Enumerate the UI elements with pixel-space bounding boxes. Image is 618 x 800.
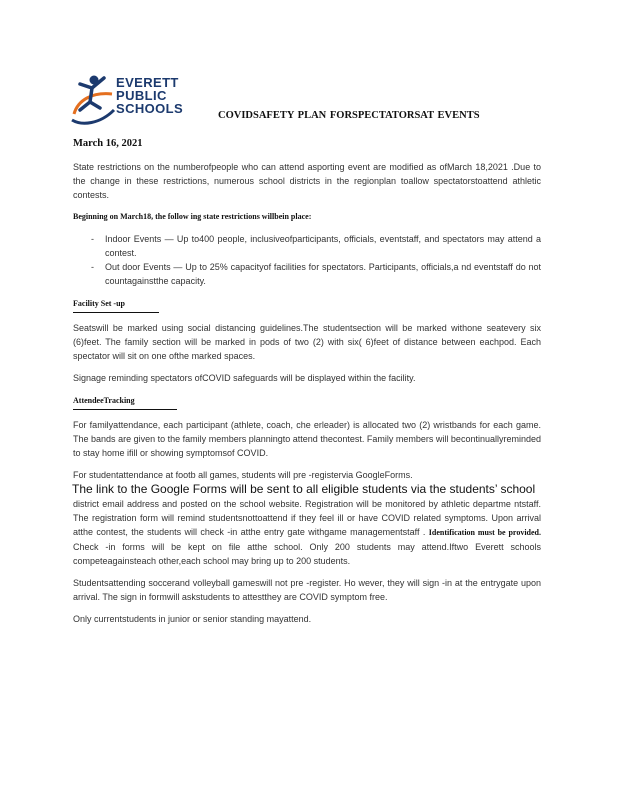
registration-details: district email address and posted on the school website. Registration will be monitored by athletic departme ntstaff. The registration form will remind studentsnottoattend if they feel ill or have COVID related symptoms. Upon arrival atthe contest, the students will check -in atthe entry gate withgame managementstaff . — [73, 499, 541, 537]
document-date: March 16, 2021 — [73, 138, 143, 149]
google-forms-link-sentence: The link to the Google Forms will be sent to all eligible students via the students’ school — [72, 482, 536, 496]
facility-heading: Facility Set -up — [73, 297, 159, 313]
identification-notice: Identification must be provided. — [428, 528, 541, 537]
document-body — [73, 160, 541, 634]
attendee-paragraph-family: For familyattendance, each participant (athlete, coach, che erleader) is allocated two (2) wristbands for each game. The bands are given to the family members planningto attend thecontest. Family members will becontinuallyreminded to stay home ifill or showing symptomsof COVID. — [73, 420, 541, 458]
student-registration-intro: For studentattendance at footb all games, students will pre -registervia GoogleForms. — [73, 470, 413, 480]
facility-paragraph-signage: Signage reminding spectators ofCOVID safeguards will be displayed within the facility. — [73, 373, 416, 383]
outdoor-events-item: Out door Events — Up to 25% capacityof facilities for spectators. Participants, officials,a nd eventstaff do not countagainstthe capacity. — [105, 262, 541, 286]
logo-line-public: PUBLIC — [116, 88, 167, 103]
bullet-dash: - — [91, 262, 94, 272]
bullet-dash: - — [91, 234, 94, 244]
attendee-paragraph-soccer-volleyball: Studentsattending soccerand volleyball gameswill not pre -register. Ho wever, they will sign -in at the entrygate upon arrival. The sign in formwill askstudents to attestthey are COVID symptom free. — [73, 578, 541, 602]
intro-paragraph: State restrictions on the numberofpeople who can attend asporting event are modified as ofMarch 18,2021 .Due to the change in these restrictions, numerous school districts in the regionplan toallow spectatorstoattend athletic contests. — [73, 162, 541, 200]
logo-line-schools: SCHOOLS — [116, 101, 184, 116]
attendee-paragraph-students — [73, 468, 541, 568]
attendee-paragraph-eligibility: Only currentstudents in junior or senior standing mayattend. — [73, 614, 312, 624]
beginning-heading: Beginning on March18, the follow ing state restrictions willbein place: — [73, 212, 312, 221]
indoor-events-item: Indoor Events — Up to400 people, inclusiveofparticipants, officials, eventstaff, and spectators may attend a contest. — [105, 234, 541, 258]
district-logo — [70, 70, 200, 130]
logo-line-everett: EVERETT — [116, 75, 179, 90]
restrictions-list — [73, 232, 541, 288]
facility-paragraph-seating: Seatswill be marked using social distancing guidelines.The studentsection will be marked withone seatevery six (6)feet. The family section will be marked in pods of two (2) with six( 6)feet of distance between eachpod. Each spectator will sit on one ofthe marked spaces. — [73, 323, 541, 361]
check-in-details: Check -in forms will be kept on file atthe school. Only 200 students may attend.Iftwo Everett schools competeagainsteach other,each school may bring up to 200 students. — [73, 542, 541, 566]
runner-icon — [70, 70, 116, 128]
list-item — [91, 260, 541, 288]
list-item — [91, 232, 541, 260]
attendee-heading: AttendeeTracking — [73, 394, 177, 410]
document-title: COVIDSAFETY PLAN FORSPECTATORSAT EVENTS — [218, 110, 480, 121]
